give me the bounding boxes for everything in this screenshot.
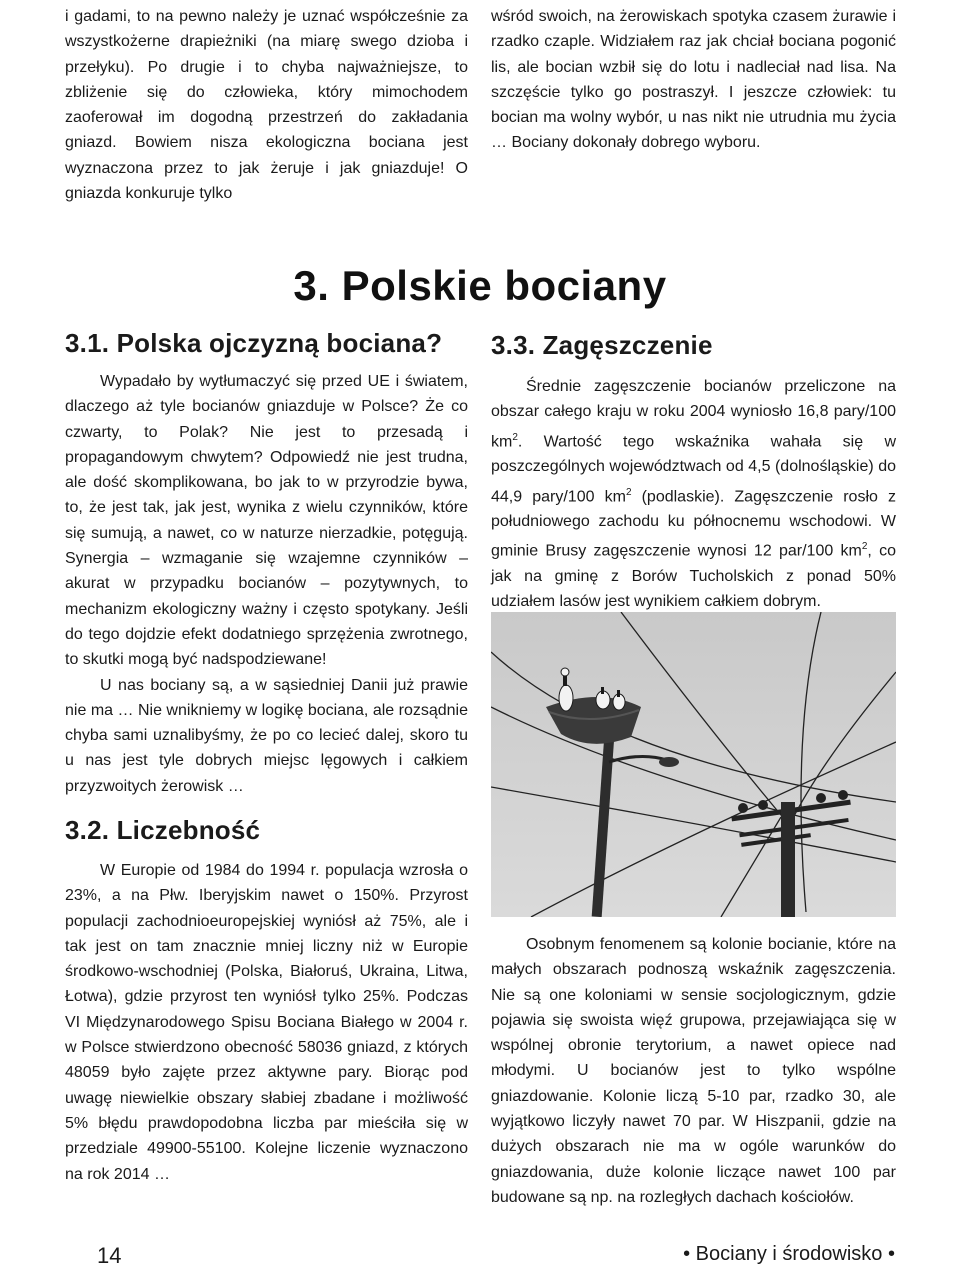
paragraph: wśród swoich, na żerowiskach spotyka czasem żurawie i rzadko czaple. Widziałem raz jak chciał bociana pogonić lis, ale bocian wzbił się do lotu i nadleciał nad lisa. Na szczęście tylko go postraszył. I jeszcze człowiek: tu bocian ma wolny wybór, u nas nikt nie utrudnia mu życia … Bociany dokonały dobrego wyboru.: [491, 8, 896, 152]
text-run: , co jak na gminę z Borów Tucholskich z ponad 50% udziałem lasów jest wynikiem całkiem dobrym.: [491, 542, 896, 611]
paragraph: U nas bociany są, a w sąsiedniej Danii już prawie nie ma … Nie wnikniemy w logikę bociana, ale rozsądnie chyba sami uznalibyśmy, że po co lecieć dalej, skoro tu u nas jest tyle dobrych miejsc lęgowych i całkiem przyzwoitych żerowisk …: [65, 676, 468, 795]
paragraph: i gadami, to na pewno należy je uznać współcześnie za wszystkożerne drapieżniki (na miarę swego dzioba i przełyku). Po drugie i to chyba najważniejsze, to zbliżenie się do człowieka, który mimochodem zaoferował im dogodną przestrzeń do zakładania gniazd. Bowiem nisza ekologiczna bociana jest wyznaczona przez to jak żeruje i jak gniazduje! O gniazda konkuruje tylko: [65, 8, 468, 203]
stork-nest-photo: [491, 612, 896, 917]
section-heading: 3.1. Polska ojczyzną bociana?: [65, 328, 443, 358]
paragraph: Wypadało by wytłumaczyć się przed UE i światem, dlaczego aż tyle bocianów gniazduje w Polsce? Że co czwarty, to Polak? Nie jest to przesadą i propagandowym chwytem? Odpowiedź nie jest trudna, ale dość skomplikowana, bo jak to w przyrodzie bywa, to, że jest tak, jak jest, wynika z wielu czynników, które się sumują, a nawet, co w naturze nierzadkie, potęgują. Synergia – wzmaganie się wzajemne czynników – akurat w przypadku bocianów – pozytywnych, to mechanizm ekologiczny ważny i często spotykany. Jeśli do tego dojdzie efekt dodatniego sprzężenia zwrotnego, to skutki mogą być nadspodziewane!: [65, 373, 468, 669]
running-footer-title: • Bociany i środowisko •: [683, 1243, 895, 1265]
section-3-2: [65, 815, 468, 1187]
section-heading: 3.3. Zagęszczenie: [491, 330, 713, 360]
section-3-1: [65, 328, 468, 799]
superscript: 2: [625, 486, 632, 498]
section-3-3: [491, 330, 896, 615]
page-number: 14: [97, 1243, 122, 1268]
section-heading: 3.2. Liczebność: [65, 815, 261, 845]
superscript: 2: [512, 431, 518, 443]
chapter-title: 3. Polskie bociany: [293, 262, 667, 309]
text-run: (podlaskie). Zagęszczenie rosło z południowego zachodu ku północnemu wschodowi. W gminie Brusy zagęszczenie wynosi 12 par/100 km: [491, 487, 896, 560]
text-run: . Wartość tego wskaźnika wahała się w poszczególnych województwach od 4,5 (dolnośląskie) do 44,9 pary/100 km: [491, 432, 896, 505]
superscript: 2: [861, 541, 868, 553]
section-3-3-continued: [491, 932, 896, 1210]
left-top-text: [65, 4, 468, 206]
paragraph: Osobnym fenomenem są kolonie bocianie, które na małych obszarach podnoszą wskaźnik zagęszczenia. Nie są one koloniami w sensie socjologicznym, gdzie pojawia się swoista więź grupowa, przejawiająca się w wspólnej obronie terytorium, a nawet opiece nad młodymi. U bocianów jest to tylko wspólne gniazdowanie. Kolonie liczą 5-10 par, rzadko 30, ale wyjątkowo liczyły nawet 70 par. W Hiszpanii, gdzie na dużych obszarach nie ma w ogóle warunków do gniazdowania, duże kolonie liczące nawet 100 par budowane są np. na rozległych dachach kościołów.: [491, 936, 896, 1206]
right-top-text: [491, 4, 896, 156]
paragraph: W Europie od 1984 do 1994 r. populacja wzrosła o 23%, a na Płw. Iberyjskim nawet o 150%. Przyrost populacji zachodnioeuropejskiej wyniósł aż 75%, ale i tak jest on tam znacznie mniej liczny niż w Europie środkowo-wschodniej (Polska, Białoruś, Ukraina, Litwa, Łotwa), gdzie przyrost ten wyniósł tylko 25%. Podczas VI Międzynarodowego Spisu Bociana Białego w 2004 r. w Polsce stwierdzono obecność 58036 gniazd, z których 48059 było zajęte przez aktywne pary. Biorąc pod uwagę niewielkie obszary słabiej zbadane i możliwość 5% błędu prawdopodobna liczba par mieściła się w przedziale 49900-55100. Kolejne liczenie wyznaczono na rok 2014 …: [65, 862, 468, 1183]
paragraph: [491, 374, 896, 615]
stork-nest-illustration: [491, 612, 896, 917]
text-run: Średnie zagęszczenie bocianów przeliczone na obszar całego kraju w roku 2004 wyniosło 16,8 pary/100 km: [491, 378, 896, 450]
